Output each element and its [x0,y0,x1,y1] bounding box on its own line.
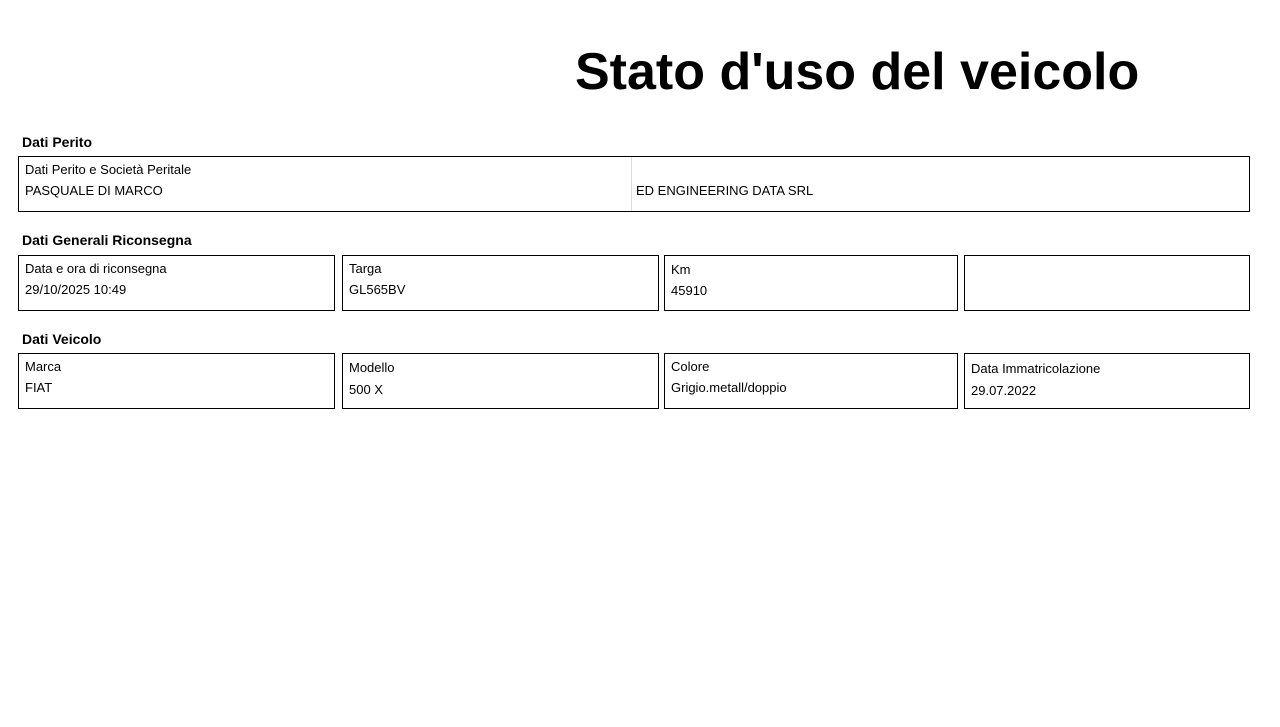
field-label: Km [671,262,691,277]
field-value: 500 X [349,382,383,397]
field-value: Grigio.metall/doppio [671,380,787,395]
field-label: Targa [349,261,382,276]
field-box-empty [964,255,1250,311]
section-heading-riconsegna: Dati Generali Riconsegna [22,232,192,248]
field-value: 29.07.2022 [971,383,1037,398]
section-heading-veicolo: Dati Veicolo [22,331,102,347]
field-box-data-immatricolazione [964,353,1250,409]
perito-divider [631,157,632,211]
field-value: GL565BV [349,282,406,297]
section-heading-perito: Dati Perito [22,134,93,150]
field-box-colore [664,353,958,409]
field-label: Data e ora di riconsegna [25,261,167,276]
field-value: FIAT [25,380,53,395]
field-value: 29/10/2025 10:49 [25,282,127,297]
field-box-modello [342,353,659,409]
perito-box [18,156,1250,212]
perito-name: PASQUALE DI MARCO [25,183,163,198]
field-box-marca [18,353,335,409]
field-label: Modello [349,360,395,375]
field-label: Marca [25,359,62,374]
perito-label: Dati Perito e Società Peritale [25,162,192,177]
field-label: Colore [671,359,710,374]
field-label: Data Immatricolazione [971,361,1101,376]
field-box-targa [342,255,659,311]
page-title: Stato d'uso del veicolo [575,43,1140,101]
perito-societa: ED ENGINEERING DATA SRL [636,183,814,198]
field-box-km [664,255,958,311]
field-value: 45910 [671,283,708,298]
field-box-data-riconsegna [18,255,335,311]
